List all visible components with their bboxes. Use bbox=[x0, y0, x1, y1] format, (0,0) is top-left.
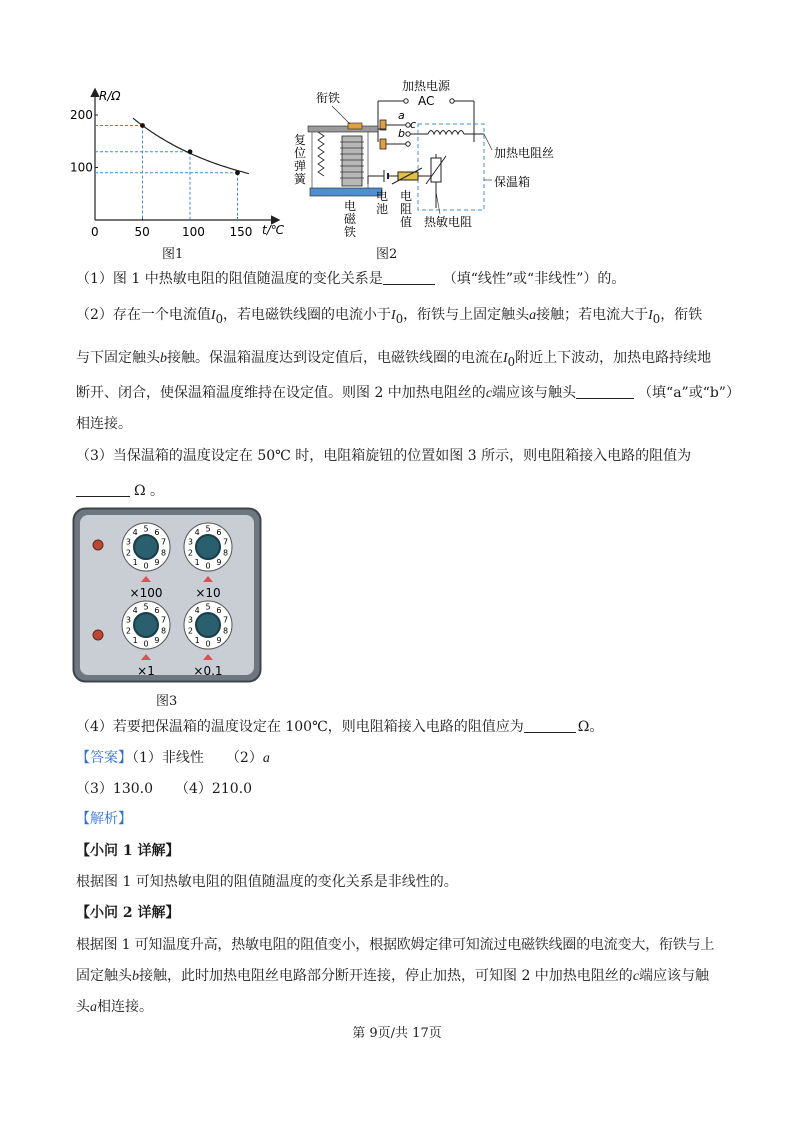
svg-text:池: 池 bbox=[376, 202, 389, 216]
knob-digit: 9 bbox=[154, 557, 160, 567]
knob-digit: 1 bbox=[194, 635, 200, 645]
knob-digit: 2 bbox=[187, 548, 193, 558]
knob-digit: 1 bbox=[194, 557, 200, 567]
fig2-incubator-label: 保温箱 bbox=[494, 175, 531, 189]
svg-text:铁: 铁 bbox=[344, 225, 357, 239]
knob-digit: 9 bbox=[216, 557, 222, 567]
knob-multiplier-label: ×100 bbox=[129, 586, 163, 600]
fig1-data-point bbox=[235, 170, 240, 175]
question-2-line-1: （2）存在一个电流值$I_0$，若电磁铁线圈的电流小于$I_0$，衔铁与上固定触头a接触；若电流大于$I_0$，衔铁 bbox=[76, 307, 703, 326]
question-2-line-4: 相连接。 bbox=[76, 416, 132, 432]
fig2-caption: 图2 bbox=[376, 247, 398, 262]
knob-digit: 9 bbox=[216, 635, 222, 645]
fig1-x-tick-label: 150 bbox=[229, 225, 253, 239]
knob-digit: 8 bbox=[223, 626, 229, 636]
knob-digit: 6 bbox=[154, 606, 160, 616]
fig3-caption: 图3 bbox=[156, 694, 178, 709]
fig1-caption: 图1 bbox=[162, 247, 184, 262]
fig2-ac-label: AC bbox=[418, 94, 435, 108]
page-footer: 第 9页/共 17页 bbox=[352, 1026, 442, 1041]
knob-multiplier-label: ×1 bbox=[137, 664, 155, 678]
knob-digit: 2 bbox=[125, 548, 131, 558]
knob-digit: 7 bbox=[223, 615, 229, 625]
knob-digit: 4 bbox=[194, 528, 200, 538]
fig1-ticks bbox=[70, 108, 252, 239]
knob-dial bbox=[134, 535, 158, 559]
analysis-section-2-line-3: 头a相连接。 bbox=[76, 999, 153, 1015]
knob-digit: 0 bbox=[143, 639, 149, 649]
question-1: （1）图 1 中热敏电阻的阻值随温度的变化关系是 （填“线性”或“非线性”）的。 bbox=[76, 271, 626, 287]
question-4: （4）若要把保温箱的温度设定在 100℃，则电阻箱接入电路的阻值应为 Ω。 bbox=[76, 719, 604, 735]
fig1-data-point bbox=[140, 123, 145, 128]
fig2-heat-power-label: 加热电源 bbox=[402, 79, 451, 93]
knob-dial bbox=[134, 613, 158, 637]
svg-text:复: 复 bbox=[294, 133, 307, 147]
fig1-guides bbox=[95, 126, 238, 221]
knob-digit: 5 bbox=[143, 602, 149, 612]
knob-digit: 5 bbox=[205, 524, 211, 534]
knob-digit: 4 bbox=[132, 606, 138, 616]
knob-digit: 9 bbox=[154, 635, 160, 645]
knob-dial bbox=[196, 613, 220, 637]
analysis-tag: 【解析】 bbox=[76, 811, 132, 827]
fig2-spring-label bbox=[294, 133, 307, 186]
knob-digit: 4 bbox=[132, 528, 138, 538]
svg-text:值: 值 bbox=[400, 215, 413, 229]
knob-digit: 8 bbox=[223, 548, 229, 558]
svg-text:阻: 阻 bbox=[400, 202, 413, 216]
fig2-circuit bbox=[288, 76, 608, 244]
fig2-armature-label: 衔铁 bbox=[316, 91, 341, 105]
question-2-line-3: 断开、闭合，使保温箱温度维持在设定值。则图 2 中加热电阻丝的c端应该与触头 （填“a”或“b”） bbox=[76, 385, 740, 401]
knob-digit: 6 bbox=[216, 606, 222, 616]
fig2-contact-c-label: c bbox=[410, 118, 417, 131]
knob-digit: 6 bbox=[154, 528, 160, 538]
knob-digit: 7 bbox=[161, 615, 167, 625]
knob-digit: 1 bbox=[132, 557, 138, 567]
analysis-section-2-line-2: 固定触头b接触，此时加热电阻丝电路部分断开连接，停止加热，可知图 2 中加热电阻丝的c端应该与触 bbox=[76, 968, 710, 984]
knob-digit: 8 bbox=[161, 548, 167, 558]
answer-blank-2[interactable] bbox=[576, 384, 634, 399]
fig1-x-tick-label: 0 bbox=[91, 225, 99, 239]
analysis-section-1-title: 【小问 1 详解】 bbox=[76, 843, 180, 859]
knob-digit: 0 bbox=[205, 639, 211, 649]
answer-blank-3[interactable] bbox=[76, 482, 130, 497]
analysis-section-1-text: 根据图 1 可知热敏电阻的阻值随温度的变化关系是非线性的。 bbox=[76, 874, 458, 890]
fig1-x-tick-label: 100 bbox=[182, 225, 205, 239]
fig1-x-tick-label: 50 bbox=[134, 225, 150, 239]
svg-text:弹: 弹 bbox=[294, 159, 307, 173]
fig1-x-axis-label: t/℃ bbox=[262, 223, 285, 237]
knob-digit: 1 bbox=[132, 635, 138, 645]
knob-digit: 7 bbox=[161, 537, 167, 547]
fig1-chart bbox=[66, 82, 296, 242]
fig3-resistance-box bbox=[72, 507, 262, 683]
knob-digit: 0 bbox=[205, 561, 211, 571]
fig1-y-tick-label: 100 bbox=[70, 160, 93, 175]
svg-text:电: 电 bbox=[344, 199, 357, 213]
svg-text:磁: 磁 bbox=[344, 212, 357, 226]
analysis-section-2-title: 【小问 2 详解】 bbox=[76, 905, 180, 921]
knob-digit: 3 bbox=[125, 615, 131, 625]
knob-digit: 7 bbox=[223, 537, 229, 547]
knob-digit: 2 bbox=[125, 626, 131, 636]
knob-digit: 6 bbox=[216, 528, 222, 538]
svg-text:位: 位 bbox=[294, 146, 307, 160]
question-3-line-1: （3）当保温箱的温度设定在 50℃ 时，电阻箱旋钮的位置如图 3 所示，则电阻箱接入电路的阻值为 bbox=[76, 448, 692, 464]
knob-digit: 0 bbox=[143, 561, 149, 571]
fig1-curve bbox=[133, 118, 249, 173]
answer-line-2: （3）130.0 （4）210.0 bbox=[76, 781, 252, 797]
knob-dial bbox=[196, 535, 220, 559]
knob-digit: 3 bbox=[187, 615, 193, 625]
knob-digit: 5 bbox=[143, 524, 149, 534]
knob-digit: 2 bbox=[187, 626, 193, 636]
fig2-heating-wire-label: 加热电阻丝 bbox=[494, 146, 555, 160]
fig2-thermistor-label: 热敏电阻 bbox=[424, 215, 473, 229]
knob-digit: 5 bbox=[205, 602, 211, 612]
knob-multiplier-label: ×10 bbox=[195, 586, 221, 600]
knob-digit: 3 bbox=[187, 537, 193, 547]
knob-digit: 3 bbox=[125, 537, 131, 547]
answer-tag: 【答案】 bbox=[76, 750, 132, 766]
fig1-y-tick-label: 200 bbox=[70, 108, 93, 122]
fig2-contact-b-label: b bbox=[398, 127, 405, 140]
svg-text:电: 电 bbox=[376, 189, 389, 203]
knob-digit: 4 bbox=[194, 606, 200, 616]
analysis-section-2-line-1: 根据图 1 可知温度升高，热敏电阻的阻值变小，根据欧姆定律可知流过电磁铁线圈的电流变大，衔铁与上 bbox=[76, 937, 715, 953]
question-2-line-2: 与下固定触头b接触。保温箱温度达到设定值后，电磁铁线圈的电流在$I_0$附近上下波动，加热电路持续地 bbox=[76, 350, 712, 369]
answer-line-1: 【答案】（1）非线性 （2）a bbox=[76, 750, 270, 766]
knob-multiplier-label: ×0.1 bbox=[193, 664, 223, 678]
svg-text:电: 电 bbox=[400, 189, 413, 203]
fig2-contact-a-label: a bbox=[398, 109, 405, 122]
question-3-line-2: Ω 。 bbox=[76, 481, 726, 501]
fig1-data-point bbox=[188, 149, 193, 154]
answer-blank-1[interactable] bbox=[383, 270, 435, 285]
knob-digit: 8 bbox=[161, 626, 167, 636]
fig1-y-axis-label: R/Ω bbox=[99, 89, 121, 103]
answer-blank-4[interactable] bbox=[524, 718, 576, 733]
svg-text:簧: 簧 bbox=[294, 172, 307, 186]
